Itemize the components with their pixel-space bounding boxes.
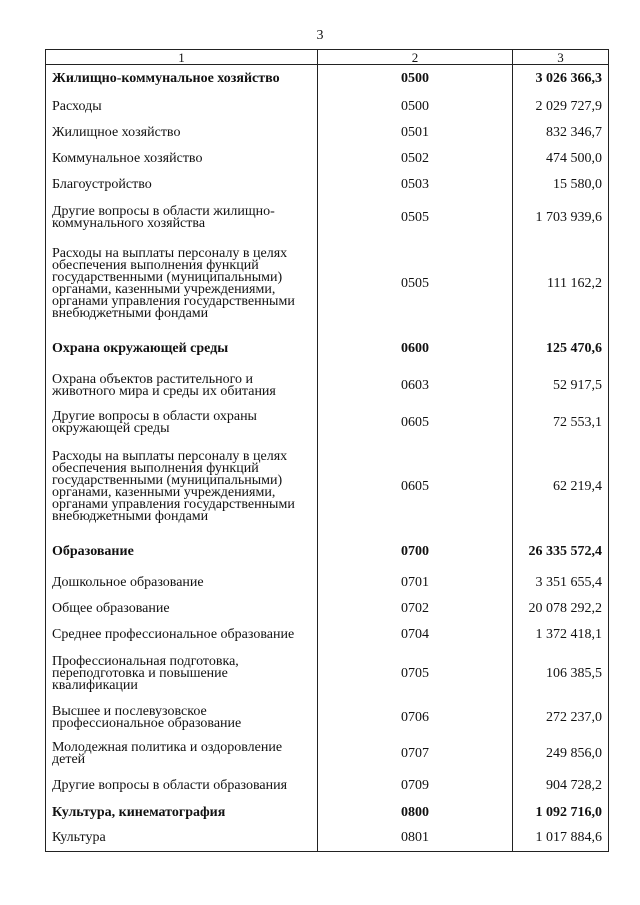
row-code-cell: 0706 <box>318 700 513 736</box>
table-row <box>46 800 609 826</box>
row-name-cell: Охрана окружающей среды <box>46 330 318 368</box>
row-amount-cell: 249 856,0 <box>513 736 609 773</box>
table-row <box>46 146 609 172</box>
row-code-cell: 0705 <box>318 648 513 700</box>
row-amount-cell: 1 017 884,6 <box>513 826 609 852</box>
row-amount-cell: 474 500,0 <box>513 146 609 172</box>
row-amount-cell: 20 078 292,2 <box>513 596 609 622</box>
row-name-cell: Другие вопросы в области охраны окружающей среды <box>46 405 318 441</box>
row-name-cell: Жилищное хозяйство <box>46 120 318 146</box>
row-name-cell: Расходы <box>46 94 318 120</box>
row-amount-cell: 62 219,4 <box>513 441 609 533</box>
table-row <box>46 405 609 441</box>
row-name-cell: Коммунальное хозяйство <box>46 146 318 172</box>
row-amount-cell: 904 728,2 <box>513 773 609 800</box>
row-name-cell: Общее образование <box>46 596 318 622</box>
row-code-cell: 0500 <box>318 65 513 94</box>
table-row <box>46 330 609 368</box>
row-code-cell: 0605 <box>318 441 513 533</box>
table-row <box>46 571 609 596</box>
row-amount-cell: 272 237,0 <box>513 700 609 736</box>
row-code-cell: 0704 <box>318 622 513 648</box>
row-code-cell: 0702 <box>318 596 513 622</box>
row-amount-cell: 3 026 366,3 <box>513 65 609 94</box>
row-amount-cell: 3 351 655,4 <box>513 571 609 596</box>
row-name-cell: Благоустройство <box>46 172 318 198</box>
table-row <box>46 622 609 648</box>
table-row <box>46 826 609 852</box>
budget-table <box>45 49 609 852</box>
row-amount-cell: 1 092 716,0 <box>513 800 609 826</box>
table-row <box>46 773 609 800</box>
row-code-cell: 0500 <box>318 94 513 120</box>
row-amount-cell: 832 346,7 <box>513 120 609 146</box>
row-amount-cell: 106 385,5 <box>513 648 609 700</box>
table-row <box>46 700 609 736</box>
column-header-3: 3 <box>513 50 609 65</box>
row-name-cell: Дошкольное образование <box>46 571 318 596</box>
row-code-cell: 0605 <box>318 405 513 441</box>
row-amount-cell: 125 470,6 <box>513 330 609 368</box>
column-header-2: 2 <box>318 50 513 65</box>
row-amount-cell: 52 917,5 <box>513 368 609 405</box>
row-name-cell: Другие вопросы в области жилищно-коммунального хозяйства <box>46 198 318 238</box>
row-name-cell: Охрана объектов растительного и животного мира и среды их обитания <box>46 368 318 405</box>
row-name-cell: Профессиональная подготовка, переподготовка и повышение квалификации <box>46 648 318 700</box>
table-row <box>46 736 609 773</box>
table-row <box>46 596 609 622</box>
row-name-cell: Молодежная политика и оздоровление детей <box>46 736 318 773</box>
table-row <box>46 198 609 238</box>
row-name-cell: Расходы на выплаты персоналу в целях обеспечения выполнения функций государственными (муниципальными) органами, казенными учреждениями, органами управления государственными внебюджетными фондами <box>46 441 318 533</box>
row-name-cell: Другие вопросы в области образования <box>46 773 318 800</box>
table-row <box>46 238 609 330</box>
row-code-cell: 0709 <box>318 773 513 800</box>
table-header <box>46 50 609 65</box>
row-name-cell: Расходы на выплаты персоналу в целях обеспечения выполнения функций государственными (муниципальными) органами, казенными учреждениями, органами управления государственными внебюджетными фондами <box>46 238 318 330</box>
table-row <box>46 533 609 571</box>
table-row <box>46 172 609 198</box>
row-name-cell: Жилищно-коммунальное хозяйство <box>46 65 318 94</box>
row-amount-cell: 15 580,0 <box>513 172 609 198</box>
table-row <box>46 120 609 146</box>
column-header-1: 1 <box>46 50 318 65</box>
row-code-cell: 0700 <box>318 533 513 571</box>
row-code-cell: 0801 <box>318 826 513 852</box>
table-body <box>46 65 609 852</box>
row-amount-cell: 111 162,2 <box>513 238 609 330</box>
row-code-cell: 0800 <box>318 800 513 826</box>
row-code-cell: 0505 <box>318 238 513 330</box>
table-row <box>46 648 609 700</box>
row-code-cell: 0600 <box>318 330 513 368</box>
row-name-cell: Образование <box>46 533 318 571</box>
row-code-cell: 0603 <box>318 368 513 405</box>
row-name-cell: Среднее профессиональное образование <box>46 622 318 648</box>
table-row <box>46 65 609 94</box>
row-code-cell: 0502 <box>318 146 513 172</box>
row-code-cell: 0701 <box>318 571 513 596</box>
row-amount-cell: 2 029 727,9 <box>513 94 609 120</box>
table-row <box>46 441 609 533</box>
page-number: 3 <box>316 28 324 43</box>
row-amount-cell: 1 372 418,1 <box>513 622 609 648</box>
row-amount-cell: 1 703 939,6 <box>513 198 609 238</box>
row-amount-cell: 72 553,1 <box>513 405 609 441</box>
row-name-cell: Культура <box>46 826 318 852</box>
table-row <box>46 94 609 120</box>
table-row <box>46 368 609 405</box>
row-code-cell: 0503 <box>318 172 513 198</box>
row-amount-cell: 26 335 572,4 <box>513 533 609 571</box>
row-code-cell: 0505 <box>318 198 513 238</box>
row-code-cell: 0501 <box>318 120 513 146</box>
row-code-cell: 0707 <box>318 736 513 773</box>
table-header-row <box>46 50 609 65</box>
row-name-cell: Высшее и послевузовское профессиональное образование <box>46 700 318 736</box>
row-name-cell: Культура, кинематография <box>46 800 318 826</box>
